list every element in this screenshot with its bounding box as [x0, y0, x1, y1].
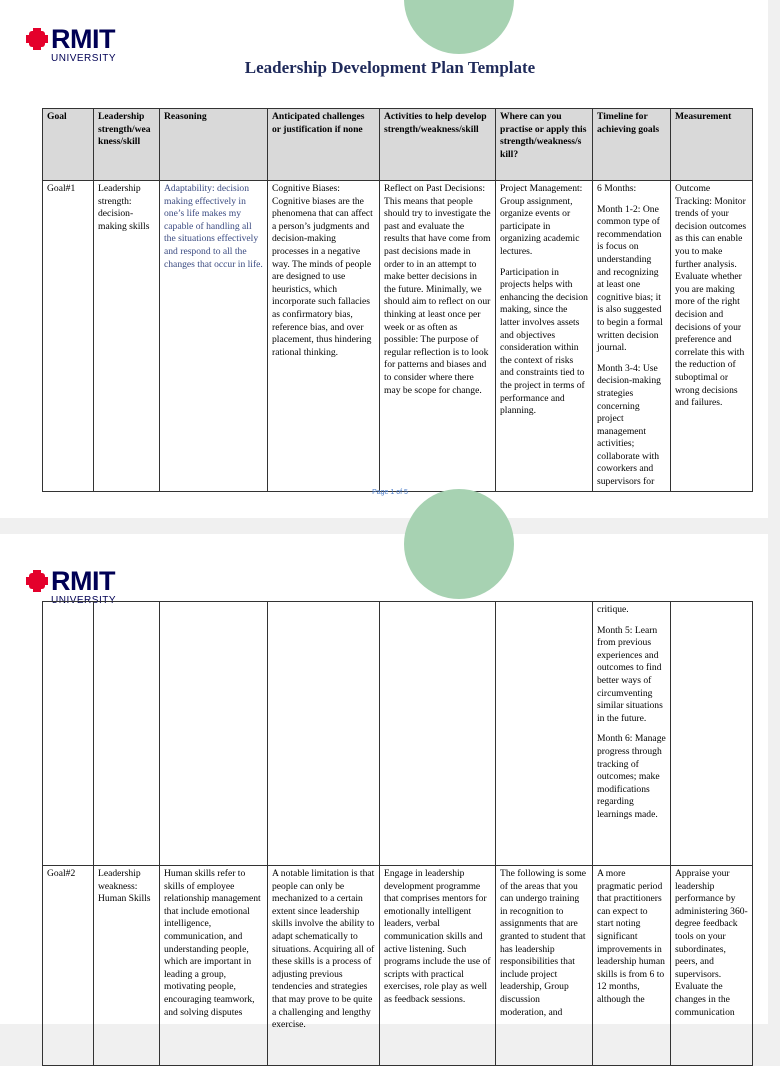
logo-name: RMIT	[51, 566, 115, 596]
practise-paragraph: Participation in projects helps with enhancing the decision making, since the latter involves assets and objectives consideration within the context of risks and constraints tied to the project in terms of performance and planning.	[500, 266, 588, 417]
timeline-cell: A more pragmatic period that practitioners can expect to start noting significant improvements in leadership human skills is from 6 to 12 months, although the	[593, 866, 671, 1066]
logo-subtitle: UNIVERSITY	[51, 53, 117, 64]
development-plan-table-continued	[42, 601, 753, 1066]
measurement-cell: Outcome Tracking: Monitor trends of your decision outcomes as this can enable you to make further analysis. Evaluate whether you are making more of the right decision and decisions of your preference and correlate this with the reduction of suboptimal or wrong decisions and failures.	[671, 181, 753, 492]
table-row-goal-1-continued	[43, 602, 753, 866]
goal-cell: Goal#2	[43, 866, 94, 1066]
rmit-pixel-mark-icon	[26, 28, 48, 50]
document-title: Leadership Development Plan Template	[244, 58, 536, 77]
table-row-goal-1	[43, 181, 753, 492]
decorative-circle	[404, 0, 514, 54]
header-challenges: Anticipated challenges or justification if none	[268, 109, 380, 181]
reasoning-cell: Human skills refer to skills of employee relationship management that include emotional intelligence, communication, and understanding people, which are important in leading a group, motivating people, encouraging teamwork, and solving disputes	[160, 866, 268, 1066]
decorative-circle	[404, 489, 514, 599]
goal-cell: Goal#1	[43, 181, 94, 492]
logo-subtitle: UNIVERSITY	[51, 595, 117, 606]
timeline-paragraph: Month 6: Manage progress through tracking of outcomes; make modifications regarding learnings made.	[597, 733, 666, 820]
document-page-1	[0, 0, 768, 518]
header-practise: Where can you practise or apply this strength/weakness/s kill?	[496, 109, 593, 181]
page-gap	[0, 518, 768, 534]
timeline-paragraph: Month 3-4: Use decision-making strategies concerning project management activities; collaborate with coworkers and supervisors for	[597, 362, 661, 488]
development-plan-table	[42, 108, 753, 492]
activities-cell: Reflect on Past Decisions: This means that people should try to investigate the past and evaluate the results that have come from past decisions made in order to in an attempt to make better decisions in the future. Minimally, we should aim to reflect on our thinking at least once per week or as often as possible: The purpose of regular reflection is to look for patterns and biases and to consider where there may be scope for change.	[380, 181, 496, 492]
logo-name: RMIT	[51, 24, 115, 54]
reasoning-cell: Adaptability: decision making effectively in one’s life makes my capable of handling all the situations effectively and respond to all the changes that occur in life.	[160, 181, 268, 492]
header-activities: Activities to help develop strength/weakness/skill	[380, 109, 496, 181]
measurement-cell: Appraise your leadership performance by administering 360-degree feedback tools on your subordinates, peers, and supervisors. Evaluate the changes in the communication	[671, 866, 753, 1066]
timeline-paragraph: 6 Months:	[597, 183, 637, 194]
challenges-cell: A notable limitation is that people can only be mechanized to a certain extent since leadership skills involve the ability to adapt schematically to situations. Acquiring all of these skills is a process of adjusting previous tendencies and strategies that may prove to be quite a challenging and lengthy exercise.	[268, 866, 380, 1066]
timeline-paragraph: critique.	[597, 604, 629, 615]
header-timeline: Timeline for achieving goals	[593, 109, 671, 181]
document-page-2	[0, 534, 768, 1031]
timeline-cell	[593, 181, 671, 492]
header-goal: Goal	[43, 109, 94, 181]
header-measurement: Measurement	[671, 109, 753, 181]
header-reasoning: Reasoning	[160, 109, 268, 181]
timeline-paragraph: Month 5: Learn from previous experiences and outcomes to find better ways of circumventing similar situations in the future.	[597, 624, 663, 724]
skill-cell: Leadership weakness: Human Skills	[94, 866, 160, 1066]
timeline-paragraph: Month 1-2: One common type of recommendation is focus on understanding and recognizing at least one cognitive bias; it is also suggested to begin a formal written decision journal.	[597, 203, 663, 354]
skill-cell: Leadership strength: decision-making skills	[94, 181, 160, 492]
table-row-goal-2	[43, 866, 753, 1066]
rmit-pixel-mark-icon	[26, 570, 48, 592]
timeline-cell	[593, 602, 671, 866]
activities-cell: Engage in leadership development programme that comprises mentors for emotionally intelligent leaders, verbal communication skills and active listening. Such programs include the use of scripts with practical exercises, role play as well as feedback sessions.	[380, 866, 496, 1066]
header-skill: Leadership strength/wea kness/skill	[94, 109, 160, 181]
table-header-row	[43, 109, 753, 181]
practise-cell: The following is some of the areas that you can undergo training in recognition to assignments that are granted to student that has leadership responsibilities that include project leadership, Group discussion moderation, and	[496, 866, 593, 1066]
challenges-cell: Cognitive Biases: Cognitive biases are the phenomena that can affect a person’s judgments and decision-making processes in a negative way. The minds of people are designed to use heuristics, which incorporate such fallacies as confirmatory bias, reference bias, and over placement, thus hindering rational thinking.	[268, 181, 380, 492]
page-footer: Page 1 of 5	[372, 489, 408, 496]
practise-cell	[496, 181, 593, 492]
practise-paragraph: Project Management: Group assignment, organize events or participate in organizing academic lectures.	[500, 183, 583, 257]
